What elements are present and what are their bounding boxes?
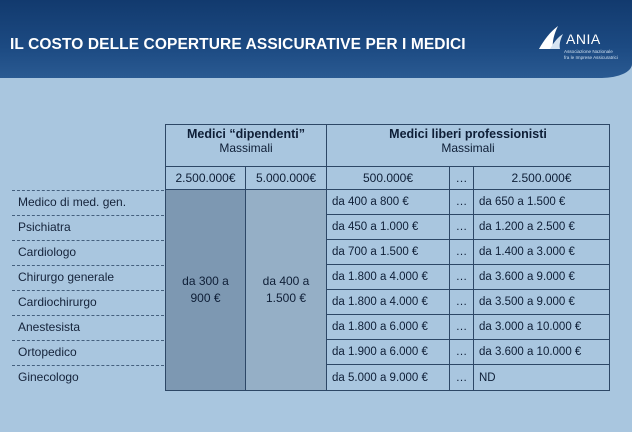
logo-subtitle-line-2: fra le Imprese Assicuratrici [564, 55, 618, 60]
freelance-low-cell: da 1.800 a 4.000 € [326, 264, 450, 290]
dependent-range-1-line-1: da 300 a [182, 274, 229, 288]
logo-subtitle-line-1: Associazione Nazionale [564, 49, 613, 54]
freelance-low-cell: da 1.800 a 6.000 € [326, 314, 450, 340]
freelance-low-cell: da 700 a 1.500 € [326, 239, 450, 265]
freelance-low-cell: da 400 a 800 € [326, 189, 450, 215]
freelance-massimale-ellipsis: … [449, 166, 474, 190]
freelance-low-cell: da 1.900 a 6.000 € [326, 339, 450, 365]
dependent-value-range-1 [165, 189, 246, 391]
specialty-label: Chirurgo generale [12, 265, 164, 290]
freelance-ellipsis-cell: … [449, 364, 474, 391]
freelance-high-cell: da 650 a 1.500 € [473, 189, 610, 215]
dependent-massimale-1: 2.500.000€ [165, 166, 246, 190]
specialty-label: Cardiologo [12, 240, 164, 265]
dependent-range-2-line-1: da 400 a [262, 274, 310, 288]
freelance-doctors-header [326, 124, 610, 167]
freelance-low-cell: da 1.800 a 4.000 € [326, 289, 450, 315]
freelance-ellipsis-cell: … [449, 314, 474, 340]
logo-wordmark: ANIA [566, 31, 601, 47]
specialty-label: Psichiatra [12, 215, 164, 240]
freelance-high-cell: ND [473, 364, 610, 391]
freelance-massimale-low: 500.000€ [326, 166, 450, 190]
freelance-ellipsis-cell: … [449, 264, 474, 290]
freelance-high-cell: da 1.400 a 3.000 € [473, 239, 610, 265]
specialty-label: Ginecologo [12, 365, 164, 390]
freelance-high-cell: da 3.600 a 10.000 € [473, 339, 610, 365]
freelance-high-cell: da 1.200 a 2.500 € [473, 214, 610, 240]
slide-title: IL COSTO DELLE COPERTURE ASSICURATIVE PER I MEDICI [10, 36, 466, 53]
dependent-range-1-line-2: 900 € [190, 291, 221, 305]
freelance-ellipsis-cell: … [449, 214, 474, 240]
freelance-ellipsis-cell: … [449, 189, 474, 215]
freelance-ellipsis-cell: … [449, 339, 474, 365]
specialty-labels [12, 190, 164, 390]
freelance-massimale-high: 2.500.000€ [473, 166, 610, 190]
freelance-low-cell: da 5.000 a 9.000 € [326, 364, 450, 391]
freelance-high-cell: da 3.000 a 10.000 € [473, 314, 610, 340]
dependent-value-range-2 [245, 189, 327, 391]
dependent-range-2-line-2: 1.500 € [265, 291, 307, 305]
freelance-ellipsis-cell: … [449, 289, 474, 315]
slide-header [0, 0, 632, 78]
dependent-doctors-header [165, 124, 327, 167]
ania-logo-icon [536, 22, 566, 52]
freelance-low-cell: da 450 a 1.000 € [326, 214, 450, 240]
specialty-label: Anestesista [12, 315, 164, 340]
ania-logo [536, 22, 626, 68]
dependent-massimale-2: 5.000.000€ [245, 166, 327, 190]
freelance-header-title: Medici liberi professionisti [389, 127, 547, 141]
freelance-header-subtitle: Massimali [441, 141, 495, 155]
freelance-ellipsis-cell: … [449, 239, 474, 265]
dependent-header-title: Medici “dipendenti” [186, 127, 306, 141]
specialty-label: Cardiochirurgo [12, 290, 164, 315]
specialty-label: Ortopedico [12, 340, 164, 365]
freelance-high-cell: da 3.600 a 9.000 € [473, 264, 610, 290]
freelance-high-cell: da 3.500 a 9.000 € [473, 289, 610, 315]
dependent-header-subtitle: Massimali [219, 141, 273, 155]
specialty-label: Medico di med. gen. [12, 190, 164, 215]
